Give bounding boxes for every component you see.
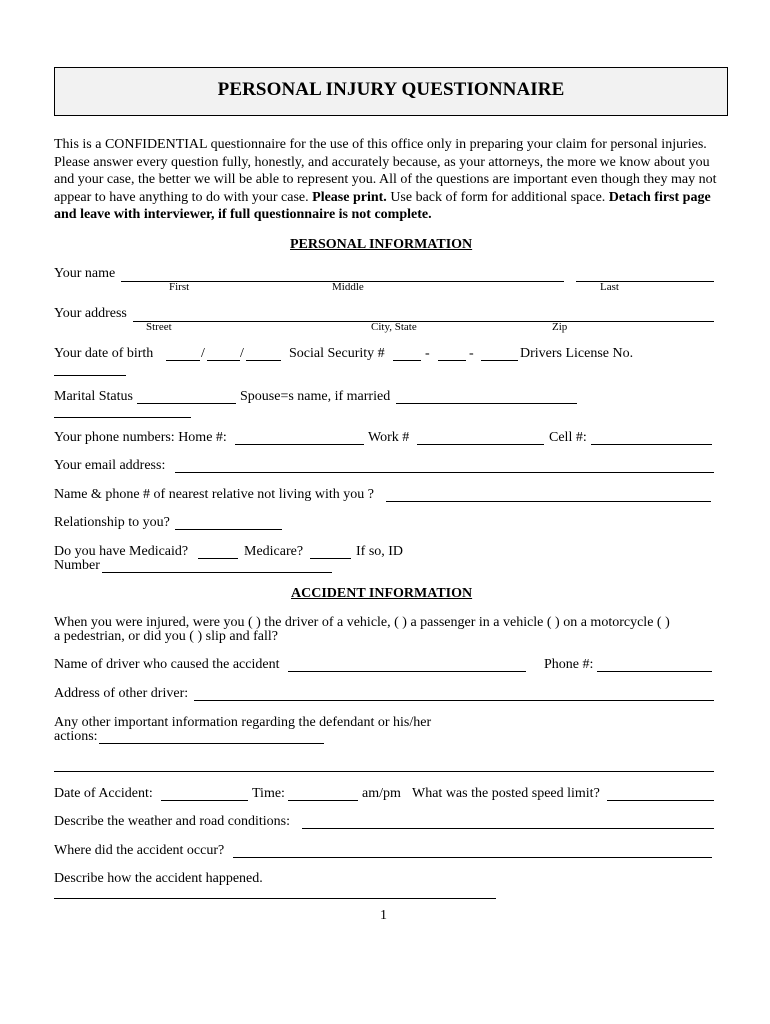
weather-label: Describe the weather and road conditions: — [54, 814, 290, 829]
medicaid-label: Do you have Medicaid? — [54, 544, 189, 559]
how-label: Describe how the accident happened. — [54, 871, 263, 886]
how-field[interactable] — [54, 898, 496, 899]
other-address-field[interactable] — [194, 700, 714, 701]
addr-city-caption: City, State — [371, 321, 417, 333]
personal-heading: PERSONAL INFORMATION — [290, 237, 473, 252]
name-first-caption: First — [169, 281, 190, 293]
dob-slash-1: / — [201, 346, 205, 361]
name-middle-caption: Middle — [332, 281, 364, 293]
ssn-label: Social Security # — [289, 346, 385, 361]
other-info-field[interactable] — [99, 743, 324, 744]
phones-label: Your phone numbers: Home #: — [54, 430, 227, 445]
accident-date-field[interactable] — [161, 800, 248, 801]
dob-label: Your date of birth — [54, 346, 154, 361]
accident-date-label: Date of Accident: — [54, 786, 153, 801]
relative-label: Name & phone # of nearest relative not living with you ? — [54, 487, 374, 502]
dob-day-field[interactable] — [207, 360, 240, 361]
title-box — [54, 67, 728, 116]
email-label: Your email address: — [54, 458, 166, 473]
intro-bold-2: Detach first page and leave with interviewer, if full questionnaire is not complete. — [54, 189, 711, 222]
address-field[interactable] — [133, 321, 714, 322]
ifso-label: If so, ID — [356, 544, 404, 559]
other-info-line2: actions: — [54, 729, 98, 744]
page-title: PERSONAL INJURY QUESTIONNAIRE — [217, 79, 565, 100]
name-last-caption: Last — [600, 281, 619, 293]
cell-phone-field[interactable] — [591, 444, 712, 445]
where-field[interactable] — [233, 857, 712, 858]
addr-street-caption: Street — [146, 321, 172, 333]
ssn-part1-field[interactable] — [393, 360, 421, 361]
injured-question-line1: When you were injured, were you ( ) the driver of a vehicle, ( ) a passenger in a vehicle ( ) on a motorcycle ( ) — [54, 615, 670, 630]
ssn-dash-2: - — [469, 346, 474, 361]
driver-name-field[interactable] — [288, 671, 526, 672]
relative-field[interactable] — [386, 501, 711, 502]
intro-text-2: Use back of form for additional space. — [386, 189, 609, 205]
ssn-part2-field[interactable] — [438, 360, 466, 361]
name-label: Your name — [54, 266, 116, 281]
spouse-label: Spouse=s name, if married — [240, 389, 391, 404]
marital-label: Marital Status — [54, 389, 133, 404]
injured-question-line2: a pedestrian, or did you ( ) slip and fall? — [54, 629, 278, 644]
speed-label: What was the posted speed limit? — [412, 786, 600, 801]
ssn-part3-field[interactable] — [481, 360, 518, 361]
spouse-field-cont[interactable] — [54, 417, 191, 418]
ampm-label: am/pm — [362, 786, 401, 801]
speed-field[interactable] — [607, 800, 714, 801]
dob-slash-2: / — [240, 346, 244, 361]
addr-zip-caption: Zip — [552, 321, 568, 333]
cell-label: Cell #: — [549, 430, 587, 445]
dob-month-field[interactable] — [166, 360, 200, 361]
page-number: 1 — [380, 908, 387, 923]
where-label: Where did the accident occur? — [54, 843, 225, 858]
intro-bold-1: Please print. — [312, 189, 387, 205]
id-number-field[interactable] — [102, 572, 332, 573]
accident-heading: ACCIDENT INFORMATION — [291, 586, 473, 601]
dob-year-field[interactable] — [246, 360, 281, 361]
last-name-field[interactable] — [576, 281, 714, 282]
dl-field[interactable] — [54, 375, 126, 376]
relationship-field[interactable] — [175, 529, 282, 530]
weather-field[interactable] — [302, 828, 714, 829]
intro-text-1: This is a CONFIDENTIAL questionnaire for the use of this office only in preparing your claim for personal injuries. Please answer every question fully, honestly, and accurately because, as your attorneys, the more we know about you and your case, the better we will be able to represent you. All of the questions are important even though they may not appear to have anything to do with your case. — [54, 137, 717, 205]
other-info-line1: Any other important information regarding the defendant or his/her — [54, 715, 432, 730]
other-address-label: Address of other driver: — [54, 686, 189, 701]
number-label: Number — [54, 558, 100, 573]
relationship-label: Relationship to you? — [54, 515, 170, 530]
address-label: Your address — [54, 306, 127, 321]
marital-field[interactable] — [137, 403, 236, 404]
driver-label: Name of driver who caused the accident — [54, 657, 280, 672]
accident-time-label: Time: — [252, 786, 285, 801]
driver-phone-field[interactable] — [597, 671, 712, 672]
spouse-field[interactable] — [396, 403, 577, 404]
other-info-field-cont[interactable] — [54, 771, 714, 772]
email-field[interactable] — [175, 472, 714, 473]
driver-phone-label: Phone #: — [544, 657, 594, 672]
accident-time-field[interactable] — [288, 800, 358, 801]
medicaid-field[interactable] — [198, 558, 238, 559]
medicare-label: Medicare? — [244, 544, 304, 559]
medicare-field[interactable] — [310, 558, 351, 559]
home-phone-field[interactable] — [235, 444, 364, 445]
intro-paragraph — [54, 136, 720, 224]
dl-label: Drivers License No. — [520, 346, 634, 361]
work-label: Work # — [368, 430, 410, 445]
ssn-dash-1: - — [425, 346, 430, 361]
work-phone-field[interactable] — [417, 444, 544, 445]
